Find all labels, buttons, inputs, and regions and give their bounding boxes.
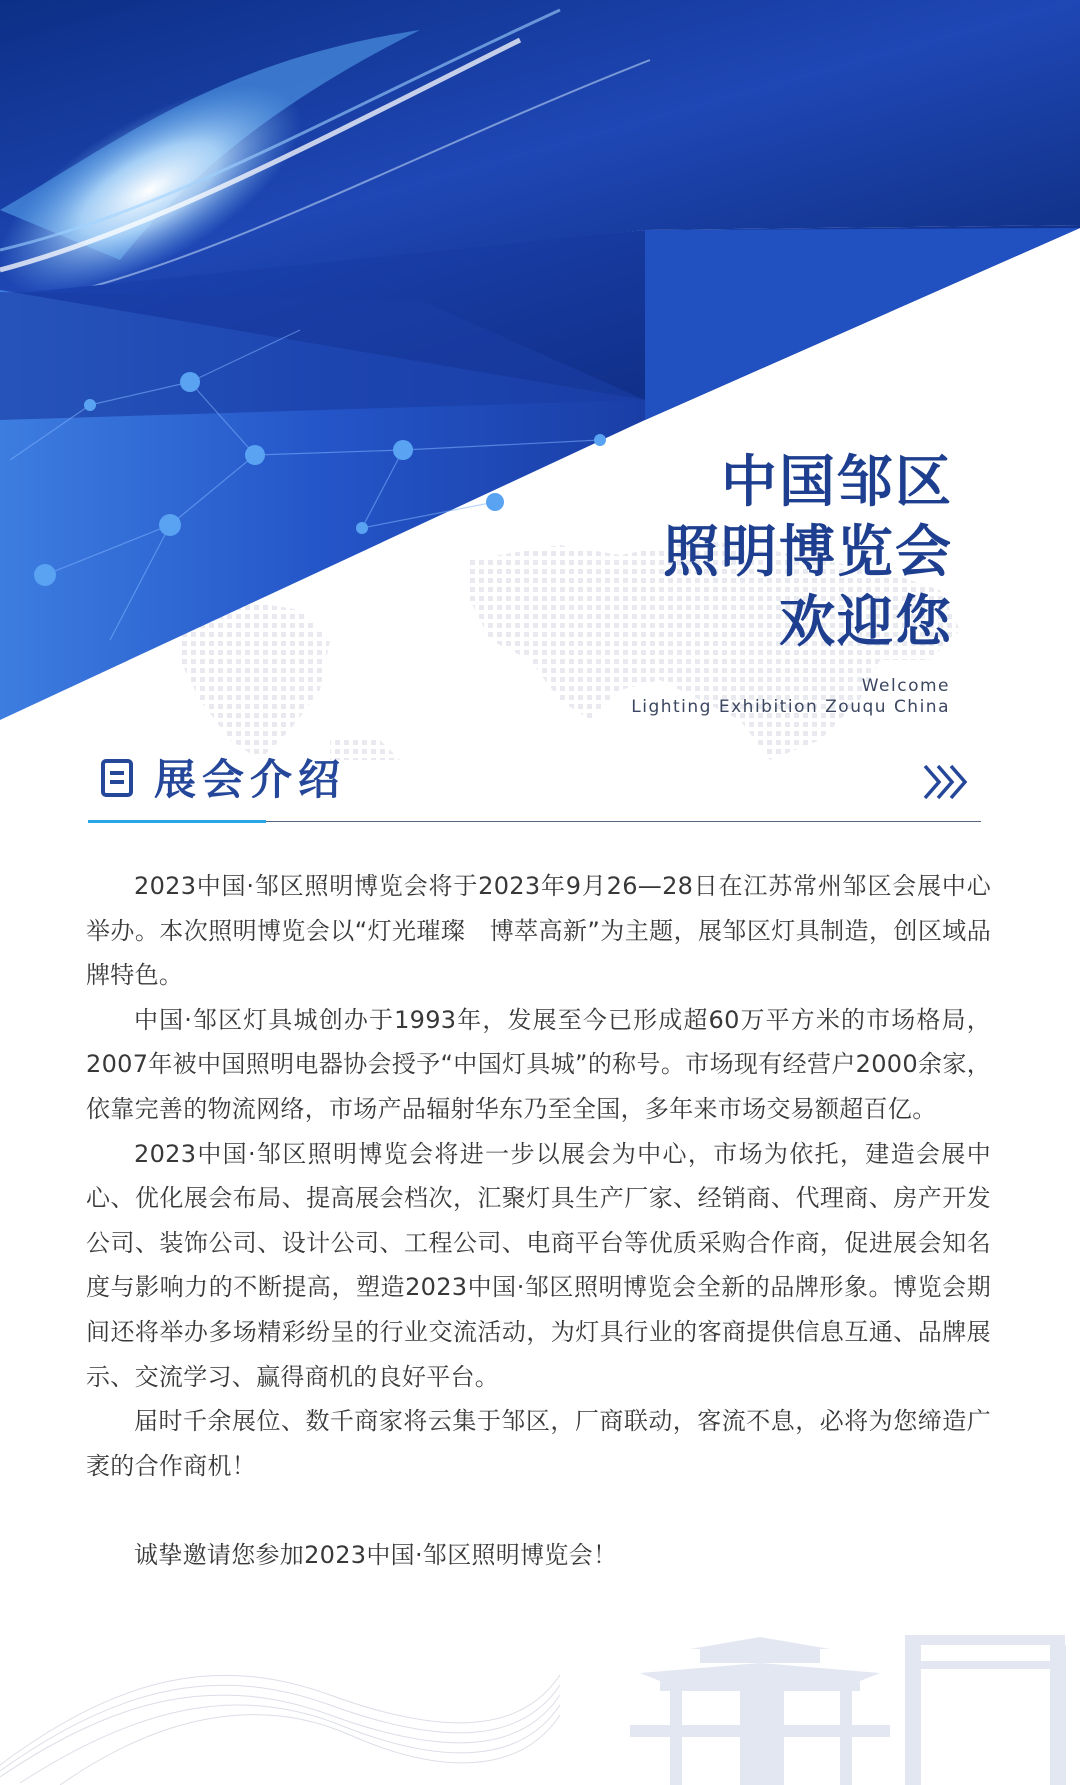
hero-subtitle-line: Lighting Exhibition Zouqu China bbox=[631, 697, 950, 717]
hero-title bbox=[663, 448, 953, 658]
paragraph: 届时千余展位、数千商家将云集于邹区，厂商联动，客流不息，必将为您缔造广袤的合作商机！ bbox=[86, 1407, 991, 1480]
section-divider-accent bbox=[88, 820, 266, 823]
invitation-text: 诚挚邀请您参加2023中国·邹区照明博览会！ bbox=[134, 1540, 618, 1569]
paragraph: 2023中国·邹区照明博览会将于2023年9月26—28日在江苏常州邹区会展中心举办。本次照明博览会以“灯光璀璨 博萃高新”为主题，展邹区灯具制造，创区域品牌特色。 bbox=[86, 872, 991, 990]
hero-title-line: 照明博览会 bbox=[663, 520, 953, 585]
hero-subtitle-line: Welcome bbox=[861, 676, 950, 696]
hero-title-line: 中国邹区 bbox=[721, 450, 953, 515]
document-icon bbox=[100, 758, 136, 798]
hero-title-line: 欢迎您 bbox=[779, 590, 953, 655]
intro-text bbox=[86, 864, 991, 1578]
paragraph: 2023中国·邹区照明博览会将进一步以展会为中心，市场为依托，建造会展中心、优化展会布局、提高展会档次，汇聚灯具生产厂家、经销商、代理商、房产开发公司、装饰公司、设计公司、工程公司、电商平台等优质采购合作商，促进展会知名度与影响力的不断提高，塑造2023中国·邹区照明博览会全新的品牌形象。博览会期间还将举办多场精彩纷呈的行业交流活动，为灯具行业的客商提供信息互通、品牌展示、交流学习、赢得商机的良好平台。 bbox=[86, 1139, 991, 1391]
footer-landmark-graphic bbox=[0, 1615, 1080, 1785]
hero-subtitle bbox=[631, 676, 950, 718]
section-header bbox=[88, 752, 981, 824]
paragraph: 中国·邹区灯具城创办于1993年，发展至今已形成超60万平方米的市场格局，2007年被中国照明电器协会授予“中国灯具城”的称号。市场现有经营户2000余家，依靠完善的物流网络，市场产品辐射华东乃至全国，多年来市场交易额超百亿。 bbox=[86, 1005, 991, 1123]
section-title: 展会介绍 bbox=[154, 755, 347, 804]
triple-chevron-right-icon bbox=[921, 762, 971, 802]
